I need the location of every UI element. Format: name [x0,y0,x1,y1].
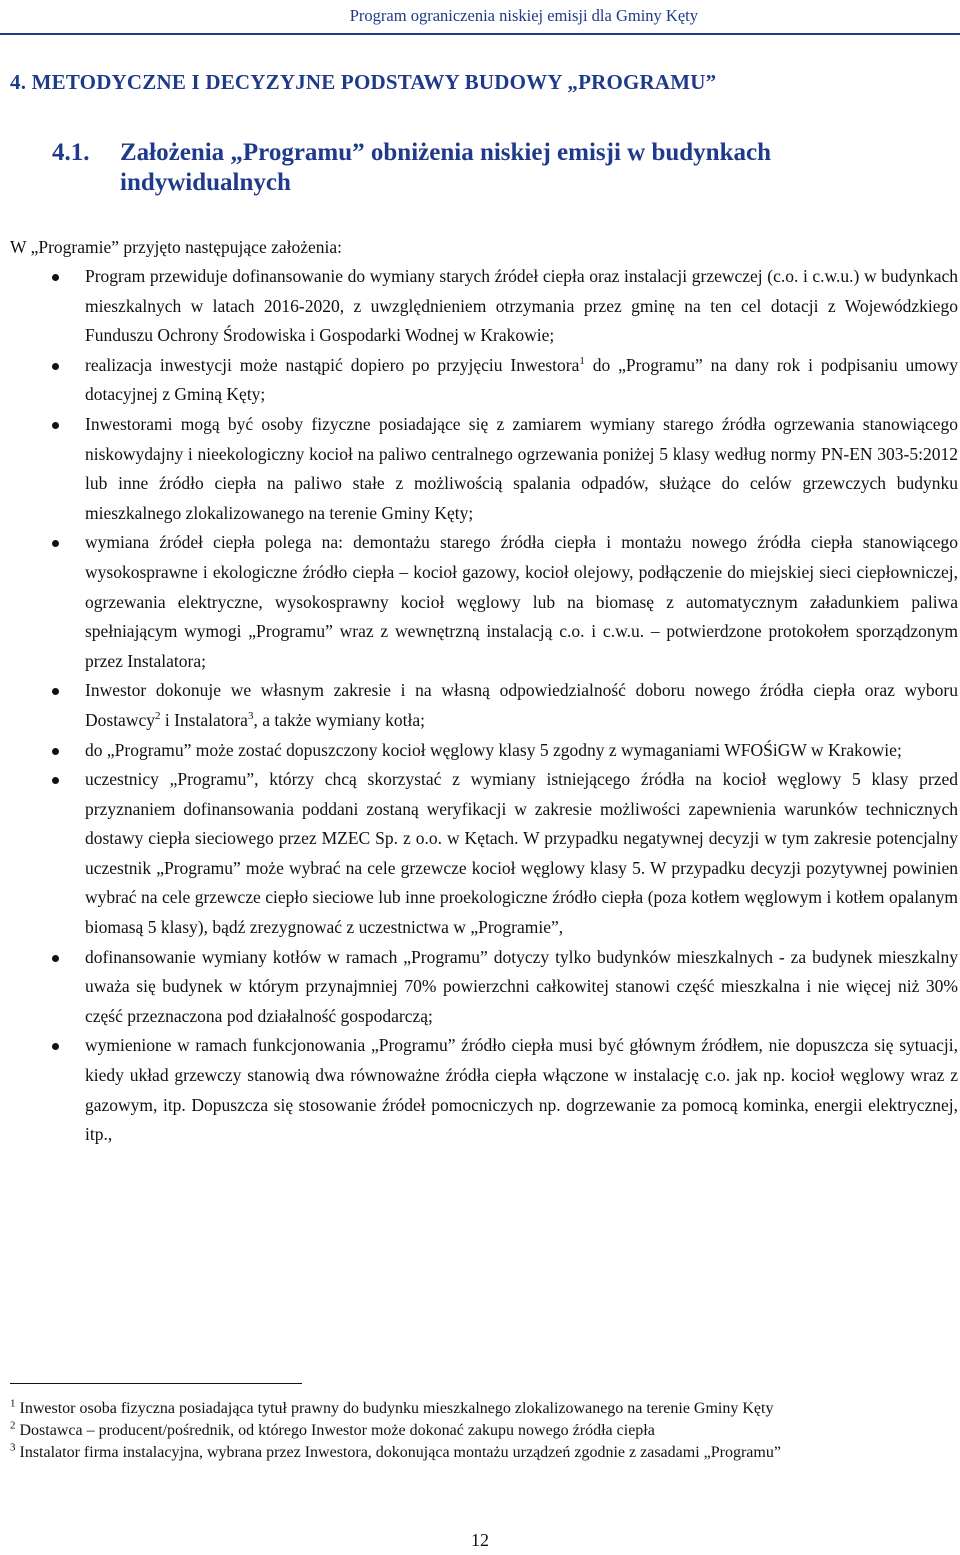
bullet-icon [52,363,59,370]
bullet-icon [52,1043,59,1050]
bullet-icon [52,748,59,755]
section-heading: 4. METODYCZNE I DECYZYJNE PODSTAWY BUDOWY „PROGRAMU” [10,70,717,94]
list-item: Program przewiduje dofinansowanie do wymiany starych źródeł ciepła oraz instalacji grzewczej (c.o. i c.w.u.) w budynkach mieszkalnych w latach 2016-2020, z uwzględnieniem otrzymania przez gminę na ten cel dotacji z Wojewódzkiego Funduszu Ochrony Środowiska i Gospodarki Wodnej w Krakowie; [0,262,958,351]
list-item: wymiana źródeł ciepła polega na: demontażu starego źródła ciepła i montażu nowego źródła ciepła stanowiącego wysokosprawne i ekologiczne źródło ciepła – kocioł gazowy, kocioł olejowy, podłączenie do miejskiej sieci ciepłowniczej, ogrzewania elektryczne, wysokosprawny kocioł węglowy lub na biomasę z automatycznym załadunkiem paliwa spełniającym wymogi „Programu” wraz z wewnętrzną instalacją c.o. i c.w.u. – potwierdzone protokołem sporządzonym przez Instalatora; [0,528,958,676]
footnote: $^1$ Inwestor osoba fizyczna posiadająca tytuł prawny do budynku mieszkalnego zlokalizowanego na terenie Gminy Kęty [10,1397,774,1417]
bullet-icon [52,955,59,962]
list-item: wymienione w ramach funkcjonowania „Programu” źródło ciepła musi być głównym źródłem, nie dopuszcza się sytuacji, kiedy układ grzewczy stanowią dwa równoważne źródła ciepła włączone w instalację c.o. jak np. kocioł węglowy wraz z gazowym, itp. Dopuszcza się stosowanie źródeł pomocniczych np. dogrzewanie za pomocą kominka, energii elektrycznej, itp., [0,1031,958,1149]
list-item: dofinansowanie wymiany kotłów w ramach „Programu” dotyczy tylko budynków mieszkalnych - za budynek mieszkalny uważa się budynek w którym przynajmniej 70% powierzchni całkowitej stanowi część mieszkalna i nie więcej niż 30% część przeznaczona pod działalność gospodarczą; [0,943,958,1032]
subsection-heading [52,138,957,198]
footnotes [10,1398,958,1464]
subsection-number: 4.1. [52,139,90,166]
list-item: Inwestorami mogą być osoby fizyczne posiadające się z zamiarem wymiany starego źródła ogrzewania stanowiącego niskowydajny i nieekologiczny kocioł na paliwo centralnego ogrzewania poniżej 5 klasy według normy PN-EN 303-5:2012 lub inne źródło ciepła na paliwo stałe z możliwością spalania odpadów, służące do celów grzewczych budynku mieszkalnego zlokalizowanego na terenie Gminy Kęty; [0,410,958,528]
footnote-separator [10,1383,302,1384]
bullet-icon [52,540,59,547]
header-rule [0,33,960,35]
bullet-icon [52,422,59,429]
subsection-title-line2: indywidualnych [120,169,291,196]
intro-paragraph: W „Programie” przyjęto następujące założenia: [10,237,343,257]
footnote: $^3$ Instalator firma instalacyjna, wybrana przez Inwestora, dokonująca montażu urządzeń zgodnie z zasadami „Programu” [10,1441,781,1461]
assumptions-list [0,262,958,1150]
list-item: do „Programu” może zostać dopuszczony kocioł węglowy klasy 5 zgodny z wymaganiami WFOŚiGW w Krakowie; [0,736,958,766]
bullet-icon [52,777,59,784]
list-item: Inwestor dokonuje we własnym zakresie i na własną odpowiedzialność doboru nowego źródła ciepła oraz wyboru Dostawcy$^2$ i Instalatora$^3$, a także wymiany kotła; [0,676,958,735]
subsection-title-line1: Założenia „Programu” obniżenia niskiej emisji w budynkach [120,139,771,166]
list-item: uczestnicy „Programu”, którzy chcą skorzystać z wymiany istniejącego źródła na kocioł węglowy 5 klasy przed przyznaniem dofinansowania poddani zostaną weryfikacji w zakresie możliwości zapewnienia warunków technicznych dostawy ciepła sieciowego przez MZEC Sp. z o.o. w Kętach. W przypadku negatywnej decyzji w tym zakresie potencjalny uczestnik „Programu” może wybrać na cele grzewcze kocioł węglowy klasy 5. W przypadku decyzji pozytywnej powinien wybrać na cele grzewcze ciepło sieciowe lub inne proekologiczne źródło ciepła (poza kotłem węglowym i kotłem opalanym biomasą 5 klasy), bądź zrezygnować z uczestnictwa w „Programie”, [0,765,958,943]
footnote-ref: 3 [247,710,254,723]
list-item: realizacja inwestycji może nastąpić dopiero po przyjęciu Inwestora$^1$ do „Programu” na dany rok i podpisaniu umowy dotacyjnej z Gminą Kęty; [0,351,958,410]
footnote-ref: 2 [154,710,161,723]
footnote-ref: 1 [579,354,585,367]
running-header: Program ograniczenia niskiej emisji dla Gminy Kęty [349,6,698,25]
footnote: $^2$ Dostawca – producent/pośrednik, od którego Inwestor może dokonać zakupu nowego źródła ciepła [10,1419,655,1439]
bullet-icon [52,274,59,281]
page-number: 12 [471,1530,489,1550]
bullet-icon [52,688,59,695]
